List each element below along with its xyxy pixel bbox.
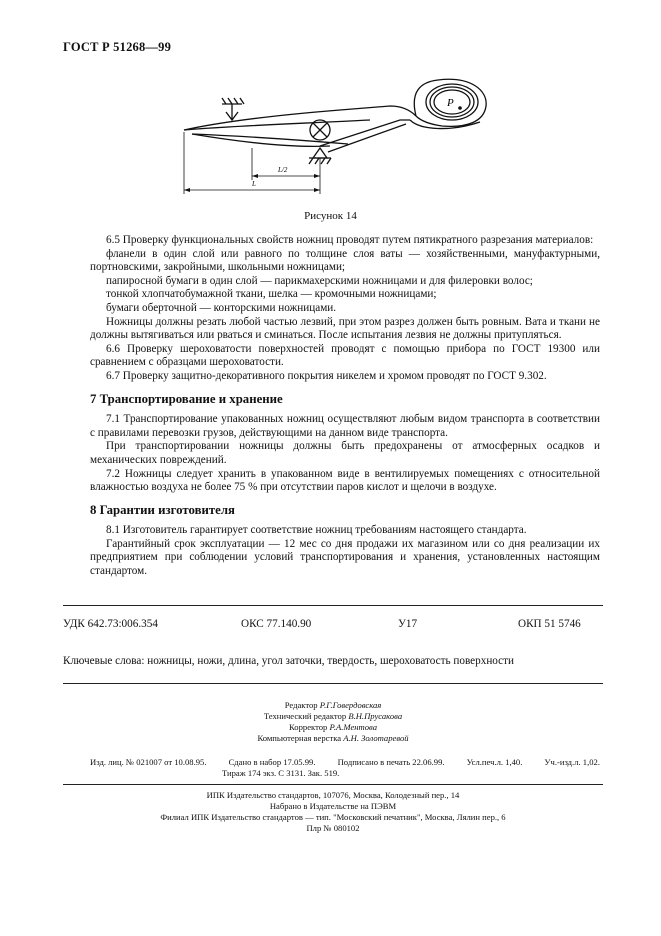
- tech-editor-label: Технический редактор: [263, 711, 347, 721]
- document-body: [90, 234, 600, 579]
- list-item: фланели в один слой или равного по толщине слоя ваты — хозяйственными, мануфактурными, портновскими, закройными, школьными ножницами;: [90, 247, 600, 274]
- u-code: У17: [398, 618, 418, 630]
- layout-name: А.Н. Золотаревой: [343, 733, 409, 743]
- print-sheets: Усл.печ.л. 1,40.: [466, 757, 523, 767]
- tech-editor-name: В.Н.Прусакова: [348, 711, 403, 721]
- publisher-line: Плр № 080102: [306, 823, 360, 833]
- label-l-half: L/2: [278, 166, 288, 174]
- label-p: P: [447, 97, 454, 109]
- section-7-heading: 7 Транспортирование и хранение: [90, 391, 283, 406]
- layout-label: Компьютерная верстка: [257, 733, 342, 743]
- publisher-sheets: Уч.-изд.л. 1,02.: [544, 757, 600, 767]
- figure-caption: Рисунок 14: [304, 210, 357, 222]
- paragraph-7-1-b: При транспортировании ножницы должны быть предохранены от атмосферных осадков и механических повреждений.: [90, 440, 600, 466]
- document-header: ГОСТ Р 51268—99: [63, 40, 172, 54]
- list-item: папиросной бумаги в один слой — парикмахерскими ножницами и для филеровки волос;: [106, 274, 533, 287]
- paragraph-6-5-note: Ножницы должны резать любой частью лезвий, при этом разрез должен быть ровным. Вата и ткани не должны вытягиваться или рваться и сминаться. После испытания лезвия не должны притупляться.: [90, 315, 600, 342]
- paragraph-8-1-b: Гарантийный срок эксплуатации — 12 мес со дня продажи их магазином или со дня реализации их предприятием при соблюдении условий транспортирования и хранения, установленных настоящим стандартом.: [90, 537, 600, 578]
- section-8-heading: 8 Гарантии изготовителя: [90, 502, 235, 517]
- paragraph-7-2: 7.2 Ножницы следует хранить в упакованном виде в вентилируемых помещениях с относительной влажностью воздуха не более 75 % при отсутствии паров кислот и щелочи в воздухе.: [90, 467, 600, 494]
- sent-date: Сдано в набор 17.05.99.: [228, 757, 316, 767]
- paragraph-7-1: 7.1 Транспортирование упакованных ножниц осуществляют любым видом транспорта в соответствии с правилами перевозки грузов, действующими на данном виде транспорта.: [90, 413, 600, 439]
- paragraph-8-1: 8.1 Изготовитель гарантирует соответствие ножниц требованиям настоящего стандарта.: [106, 524, 527, 537]
- editorial-credits: [63, 700, 603, 744]
- divider: [63, 784, 603, 785]
- publisher-line: Набрано в Издательстве на ПЭВМ: [269, 801, 397, 811]
- figure-14-scissors-drawing: [170, 62, 500, 212]
- print-info: [90, 757, 600, 779]
- okp-code: ОКП 51 5746: [518, 618, 581, 630]
- list-item: бумаги оберточной — конторскими ножницами.: [106, 301, 337, 314]
- corrector-label: Корректор: [289, 722, 328, 732]
- divider: [63, 605, 603, 606]
- license: Изд. лиц. № 021007 от 10.08.95.: [90, 757, 207, 767]
- list-item: тонкой хлопчатобумажной ткани, шелка — кромочными ножницами;: [106, 288, 437, 301]
- editor-name: Р.Г.Говердовская: [319, 700, 382, 710]
- corrector-name: Р.А.Ментова: [329, 722, 377, 732]
- divider: [63, 683, 603, 684]
- keywords: Ключевые слова: ножницы, ножи, длина, угол заточки, твердость, шероховатость поверхности: [63, 655, 515, 667]
- print-run: Тираж 174 экз. С 3131. Зак. 519.: [222, 768, 340, 778]
- signed-date: Подписано в печать 22.06.99.: [337, 757, 445, 767]
- oks-code: ОКС 77.140.90: [241, 618, 312, 630]
- label-l: L: [252, 180, 256, 188]
- paragraph-6-5: 6.5 Проверку функциональных свойств ножниц проводят путем пятикратного разрезания материалов:: [106, 234, 594, 246]
- editor-label: Редактор: [284, 700, 318, 710]
- publisher-info: [63, 790, 603, 834]
- publisher-line: ИПК Издательство стандартов, 107076, Москва, Колодезный пер., 14: [206, 790, 460, 800]
- publisher-line: Филиал ИПК Издательство стандартов — тип. "Московский печатник", Москва, Лялин пер., 6: [160, 812, 506, 822]
- paragraph-6-6: 6.6 Проверку шероховатости поверхностей проводят с помощью прибора по ГОСТ 19300 или сравнением с образцами шероховатости.: [90, 342, 600, 369]
- paragraph-6-7: 6.7 Проверку защитно-декоративного покрытия никелем и хромом проводят по ГОСТ 9.302.: [106, 369, 547, 382]
- udk-code: УДК 642.73:006.354: [63, 618, 158, 630]
- classification-codes: [63, 618, 603, 634]
